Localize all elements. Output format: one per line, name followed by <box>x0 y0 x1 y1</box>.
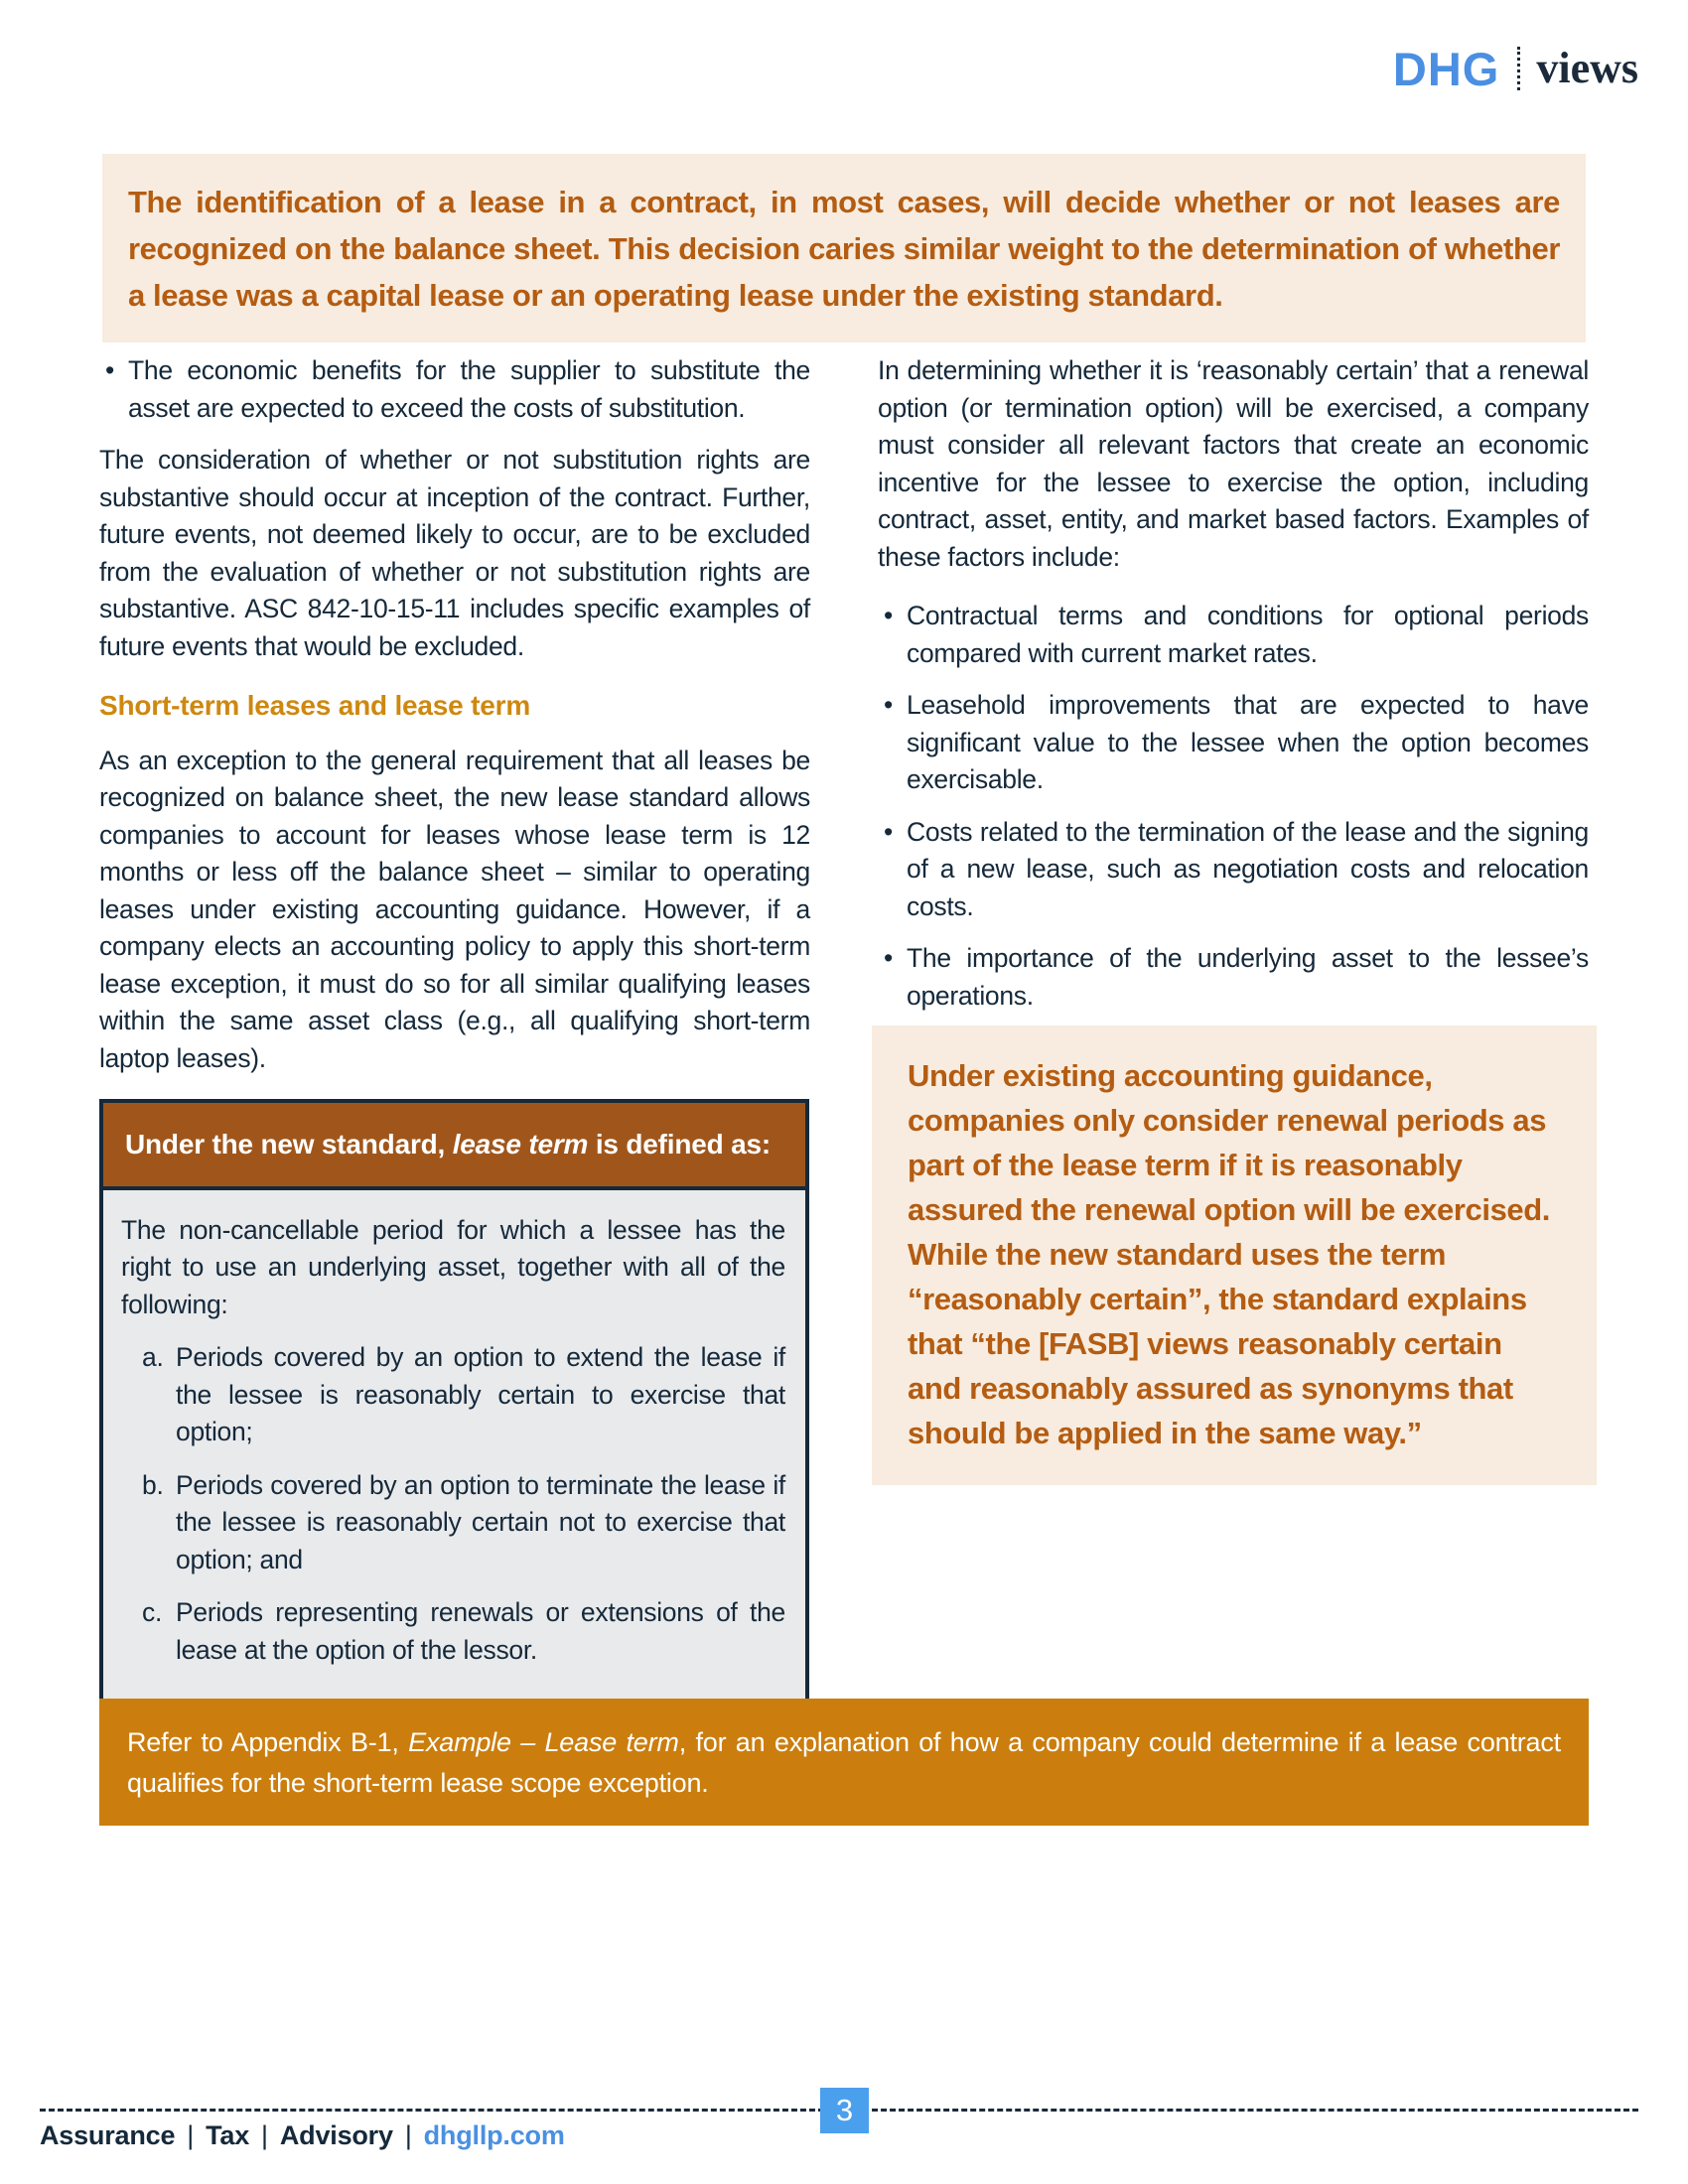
list-item <box>878 814 1589 926</box>
definition-box-header <box>103 1103 805 1190</box>
views-logo-text: views <box>1536 44 1638 92</box>
footer-separator: | <box>404 2120 412 2150</box>
logo-separator <box>1517 47 1520 90</box>
appendix-reference-banner <box>99 1699 1589 1826</box>
list-item <box>121 1467 785 1579</box>
bullet-icon: • <box>884 601 893 630</box>
header-text: Under the new standard, <box>125 1129 453 1160</box>
list-item <box>99 352 810 427</box>
footer-separator: | <box>261 2120 268 2150</box>
section-heading: Short-term leases and lease term <box>99 690 531 721</box>
list-item-text: Periods covered by an option to extend the lease if the lessee is reasonably certain to exercise that option; <box>176 1342 785 1446</box>
list-item-text: Costs related to the termination of the lease and the signing of a new lease, such as negotiation costs and relocation costs. <box>907 816 1589 921</box>
right-column <box>878 352 1589 1029</box>
body-paragraph: The consideration of whether or not substitution rights are substantive should occur at inception of the contract. Further, future events, not deemed likely to occur, are to be excluded from the evaluation of whether or not substitution rights are substantive. ASC 842-10-15-11 includes specific examples of future events that would be excluded. <box>99 445 810 661</box>
list-marker: c. <box>142 1597 163 1627</box>
dhg-logo-text: DHG <box>1392 42 1500 95</box>
list-item <box>878 687 1589 799</box>
header-text: is defined as: <box>588 1129 771 1160</box>
list-item-text: Periods covered by an option to terminate the lease if the lessee is reasonably certain not to exercise that option; and <box>176 1469 785 1574</box>
dhg-views-logo <box>1393 44 1638 93</box>
list-item <box>878 598 1589 672</box>
definition-box-body <box>103 1190 805 1702</box>
body-paragraph: As an exception to the general requirement that all leases be recognized on balance sheet, the new lease standard allows companies to account for leases whose lease term is 12 months or less off the balance sheet – similar to operating leases under existing accounting guidance. However, if a company elects an accounting policy to apply this short-term lease exception, it must do so for all similar qualifying leases within the same asset class (e.g., all qualifying short-term laptop leases). <box>99 745 810 1073</box>
appendix-reference-text <box>127 1722 1561 1804</box>
bullet-icon: • <box>884 690 893 720</box>
pull-quote-text: Under existing accounting guidance, companies only consider renewal periods as part of the lease term if it is reasonably assured the renewal option will be exercised. While the new standard uses the term “reasonably certain”, the standard explains that “the [FASB] views reasonably certain and reasonably assured as synonyms that should be applied in the same way.” <box>908 1058 1551 1450</box>
footer-separator: | <box>187 2120 195 2150</box>
list-item-text: The economic benefits for the supplier to substitute the asset are expected to exceed the costs of substitution. <box>128 355 810 423</box>
bullet-icon: • <box>884 943 893 973</box>
list-item <box>121 1594 785 1669</box>
bullet-icon: • <box>105 355 114 385</box>
banner-text: Refer to Appendix B-1, <box>127 1727 409 1757</box>
list-item-text: The importance of the underlying asset to the lessee’s operations. <box>907 943 1589 1011</box>
footer-item-assurance: Assurance <box>40 2120 176 2150</box>
page-number-badge: 3 <box>820 2088 869 2133</box>
highlight-callout-text: The identification of a lease in a contract, in most cases, will decide whether or not leases are recognized on the balance sheet. This decision caries similar weight to the determination of whether a lease was a capital lease or an operating lease under the existing standard. <box>128 185 1560 313</box>
list-item-text: Contractual terms and conditions for optional periods compared with current market rates. <box>907 601 1589 668</box>
lease-term-definition-box <box>99 1099 809 1705</box>
footer <box>40 2120 565 2151</box>
highlight-callout-box <box>102 154 1586 342</box>
banner-text: , for an explanation of how a company could determine if a lease contract qualifies for the short-term lease scope exception. <box>127 1727 1561 1798</box>
dhgllp-link[interactable]: dhgllp.com <box>423 2120 565 2150</box>
footer-item-advisory: Advisory <box>279 2120 393 2150</box>
list-marker: a. <box>142 1342 164 1372</box>
list-item-text: Leasehold improvements that are expected to have significant value to the lessee when the option becomes exercisable. <box>907 690 1589 794</box>
list-item <box>121 1339 785 1451</box>
bullet-icon: • <box>884 816 893 847</box>
list-item-text: Periods representing renewals or extensions of the lease at the option of the lessor. <box>176 1597 785 1665</box>
list-marker: b. <box>142 1469 164 1500</box>
left-column <box>99 352 810 1705</box>
body-paragraph: In determining whether it is ‘reasonably certain’ that a renewal option (or termination option) will be exercised, a company must consider all relevant factors that create an economic incentive for the lessee to exercise the option, including contract, asset, entity, and market based factors. Examples of these factors include: <box>878 355 1589 572</box>
footer-item-tax: Tax <box>206 2120 250 2150</box>
header-italic-text: lease term <box>452 1129 589 1160</box>
banner-italic-text: Example – Lease term <box>408 1727 679 1757</box>
list-item <box>878 940 1589 1015</box>
pull-quote-box <box>872 1025 1597 1485</box>
definition-intro: The non-cancellable period for which a lessee has the right to use an underlying asset, together with all of the following: <box>121 1214 785 1319</box>
